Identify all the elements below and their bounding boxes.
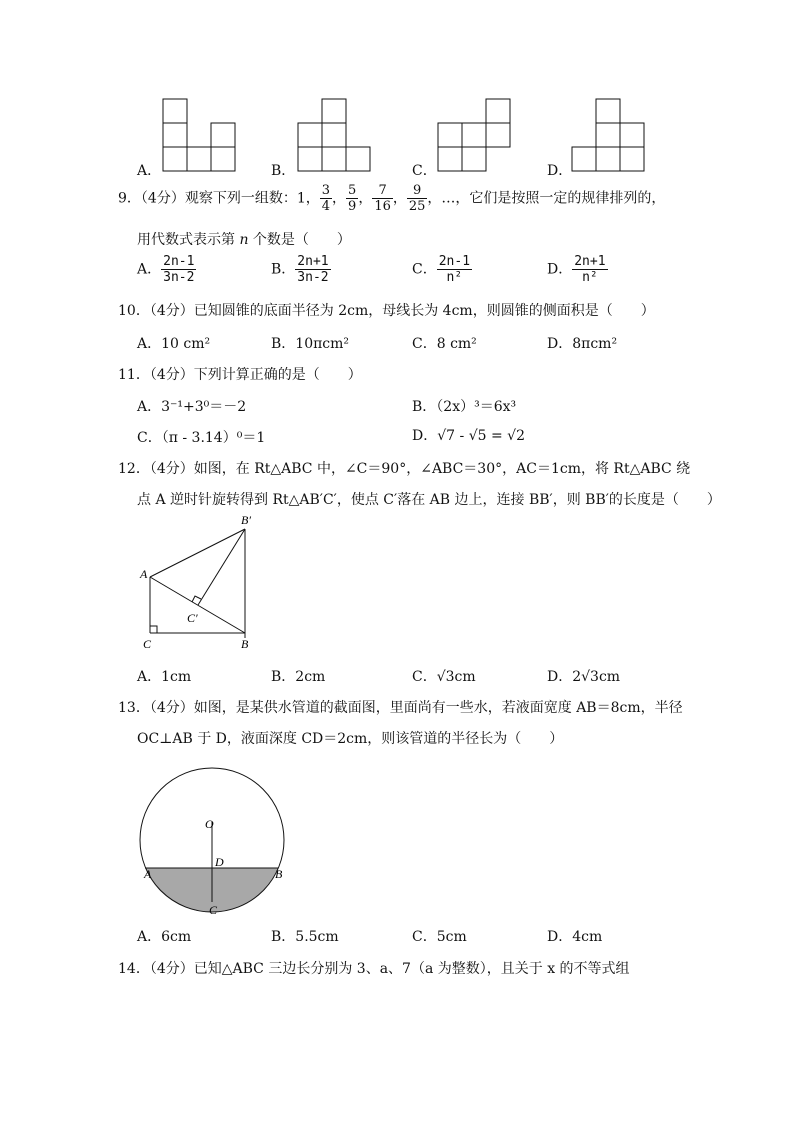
- question-score: （4分）: [140, 190, 185, 207]
- q12-option-c[interactable]: C．√3cm: [412, 669, 476, 685]
- q8-option-c[interactable]: C．: [412, 163, 437, 179]
- q13-option-b[interactable]: B．5.5cm: [271, 929, 339, 945]
- q9-option-c[interactable]: C． $\frac{2n-1}{\text{n²}}$: [412, 254, 471, 285]
- q11-option-a[interactable]: A．3⁻¹+3⁰＝－2: [137, 399, 247, 415]
- label-b-prime: B′: [241, 513, 251, 527]
- q8-option-a[interactable]: A．: [137, 163, 162, 179]
- fraction: $\frac{9}{25}$: [408, 183, 426, 214]
- q13-option-a[interactable]: A．6cm: [137, 929, 192, 945]
- q9-option-b[interactable]: B． $\frac{2n+1}{3n-2}$: [271, 254, 329, 285]
- right-angle-c-prime: [192, 596, 201, 602]
- q13-option-c[interactable]: C．5cm: [412, 929, 467, 945]
- label-c-prime: C′: [187, 611, 198, 625]
- q12-stem-line1: 12．（4分）如图，在 Rt△ABC 中，∠C＝90°，∠ABC＝30°，AC＝1cm，将 Rt△ABC 绕: [118, 461, 691, 477]
- fraction: $\frac{7}{16}$: [374, 183, 391, 214]
- q13-stem-line2: OC⊥AB 于 D，液面深度 CD＝2cm，则该管道的半径长为（ ）: [137, 731, 564, 747]
- q9-stem-line1: 9．（4分）观察下列一组数：1， $\frac{3}{4}$ ， $\frac{5}{9}$ ， $\frac{7}{16}$ ， $\frac{9}{25}$ ，…，它们是按照一定的规律排列的，: [118, 183, 666, 214]
- q9-stem-a: 观察下列一组数：1，: [184, 190, 320, 207]
- q9-option-d[interactable]: D． $\frac{2n+1}{\text{n²}}$: [547, 254, 606, 285]
- label-b: B: [241, 637, 249, 651]
- label-a: A: [140, 567, 148, 581]
- label-b: B: [275, 867, 283, 881]
- q10-option-a[interactable]: A．10 cm²: [137, 336, 211, 352]
- q12-figure: [135, 510, 265, 655]
- q8-figure-c: [438, 99, 510, 171]
- q12-option-a[interactable]: A．1cm: [137, 669, 192, 685]
- q13-figure: [135, 760, 300, 920]
- fraction: $\frac{3}{4}$: [321, 183, 331, 214]
- q8-figure-d: [572, 99, 644, 171]
- q8-option-b[interactable]: B．: [271, 163, 296, 179]
- q11-option-d[interactable]: D．√7 - √5 = √2: [412, 428, 525, 444]
- radical-expression: √7 - √5 = √2: [437, 428, 525, 444]
- right-angle-c: [150, 626, 157, 633]
- q8-option-d[interactable]: D．: [547, 163, 573, 179]
- q12-option-b[interactable]: B．2cm: [271, 669, 326, 685]
- segment-ab-prime: [150, 529, 245, 577]
- q8-figure-a: [163, 99, 235, 171]
- label-d: D: [215, 855, 224, 869]
- q11-option-b[interactable]: B．（2x）³＝6x³: [412, 399, 517, 415]
- q13-stem-line1: 13．（4分）如图，是某供水管道的截面图，里面尚有一些水，若液面宽度 AB＝8cm，半径: [118, 700, 683, 716]
- q9-option-a[interactable]: A． $\frac{2n-1}{3n-2}$: [137, 254, 195, 285]
- q10-option-d[interactable]: D．8πcm²: [547, 336, 618, 352]
- question-number: 9．: [118, 190, 141, 207]
- q13-option-d[interactable]: D．4cm: [547, 929, 603, 945]
- label-c: C: [209, 903, 218, 917]
- q9-stem-b: ，…，它们是按照一定的规律排列的，: [427, 190, 666, 207]
- q10-option-c[interactable]: C．8 cm²: [412, 336, 477, 352]
- q11-option-c[interactable]: C．（π - 3.14）⁰＝1: [137, 430, 266, 446]
- fraction: $\frac{5}{9}$: [348, 183, 357, 214]
- q9-stem-line2: 用代数式表示第 n 个数是（ ）: [137, 232, 351, 248]
- label-a: A: [144, 867, 152, 881]
- q8-figure-b: [298, 99, 370, 171]
- q14-stem-line1: 14．（4分）已知△ABC 三边长分别为 3、a、7（a 为整数），且关于 x 的不等式组: [118, 961, 630, 977]
- q10-stem: 10．（4分）已知圆锥的底面半径为 2cm，母线长为 4cm，则圆锥的侧面积是（ ）: [118, 303, 655, 319]
- label-c: C: [143, 637, 152, 651]
- q12-option-d[interactable]: D．2√3cm: [547, 669, 621, 685]
- q10-option-b[interactable]: B．10πcm²: [271, 336, 350, 352]
- q12-stem-line2: 点 A 逆时针旋转得到 Rt△AB′C′，使点 C′落在 AB 边上，连接 BB′，则 BB′的长度是（ ）: [137, 492, 721, 508]
- label-o: O: [205, 817, 214, 831]
- q11-stem: 11．（4分）下列计算正确的是（ ）: [118, 367, 362, 383]
